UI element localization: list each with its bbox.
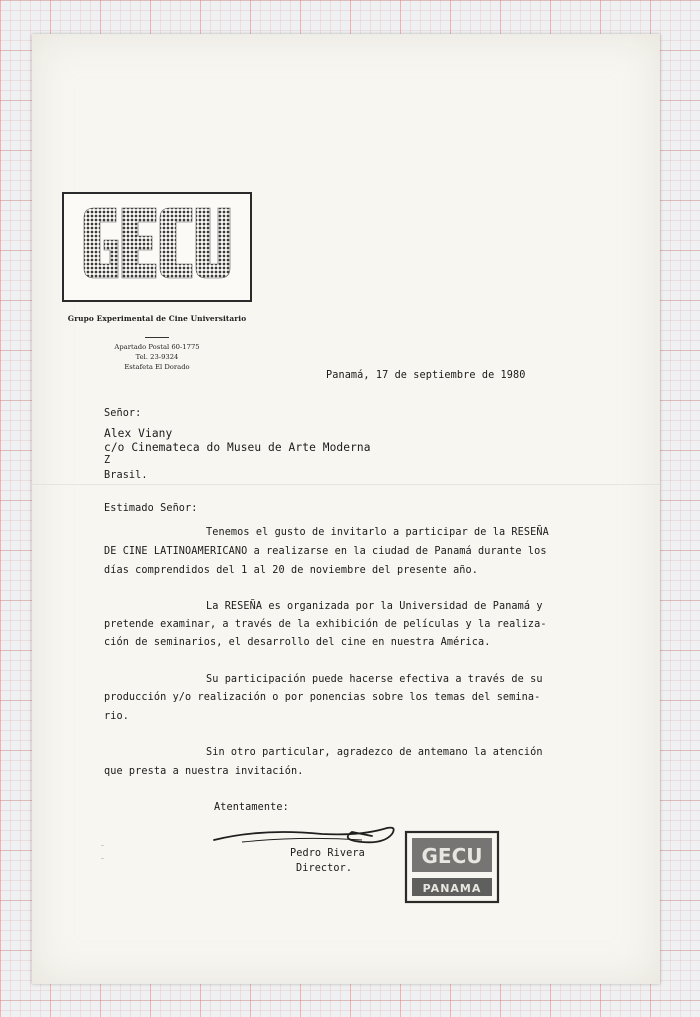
paper-fold [32, 484, 660, 486]
body-line-7: Su participación puede hacerse efectiva a través de su [206, 674, 543, 685]
postal-address: Apartado Postal 60-1775 [114, 343, 200, 351]
body-line-8: producción y/o realización o por ponencias sobre los temas del semina- [104, 692, 541, 703]
signatory-name: Pedro Rivera [290, 848, 365, 859]
closing: Atentamente: [214, 802, 289, 813]
recipient-institution: c/o Cinemateca do Museu de Arte Moderna [104, 441, 371, 454]
letterhead-divider [145, 337, 169, 338]
body-line-2: DE CINE LATINOAMERICANO a realizarse en la ciudad de Panamá durante los [104, 546, 547, 557]
gecu-panama-stamp [404, 830, 500, 904]
body-line-1: Tenemos el gusto de invitarlo a participar de la RESEÑA [206, 527, 549, 538]
signatory-title: Director. [296, 863, 353, 874]
organization-name: Grupo Experimental de Cine Universitario [67, 314, 247, 323]
body-line-11: que presta a nuestra invitación. [104, 766, 304, 777]
body-line-4: La RESEÑA es organizada por la Universidad de Panamá y [206, 601, 543, 612]
body-line-3: días comprendidos del 1 al 20 de noviembre del presente año. [104, 565, 479, 576]
handwritten-signature [212, 824, 412, 850]
greeting: Estimado Señor: [104, 503, 198, 514]
letterhead-text [62, 314, 252, 372]
telephone: Tel. 23-9324 [135, 353, 179, 361]
body-line-6: ción de seminarios, el desarrollo del cine en nuestra América. [104, 637, 491, 648]
date-line: Panamá, 17 de septiembre de 1980 [326, 370, 526, 381]
recipient-country: Brasil. [104, 470, 148, 481]
stamp-top-text: GECU [421, 844, 483, 868]
body-line-5: pretende examinar, a través de la exhibición de películas y la realiza- [104, 619, 547, 630]
body-line-10: Sin otro particular, agradezco de antemano la atención [206, 747, 543, 758]
recipient-name: Alex Viany [104, 427, 173, 440]
gecu-logo [62, 192, 252, 302]
stamp-bottom-text: PANAMA [422, 882, 482, 895]
recipient-title: Señor: [104, 408, 142, 419]
letter-sheet [32, 34, 660, 984]
recipient-line3: Z [104, 455, 111, 466]
gecu-logo-graphic [78, 202, 234, 290]
margin-mark-2: – [101, 856, 105, 862]
postal-station: Estafeta El Dorado [124, 363, 190, 371]
margin-mark-1: – [101, 843, 105, 849]
body-line-9: rio. [104, 711, 129, 722]
